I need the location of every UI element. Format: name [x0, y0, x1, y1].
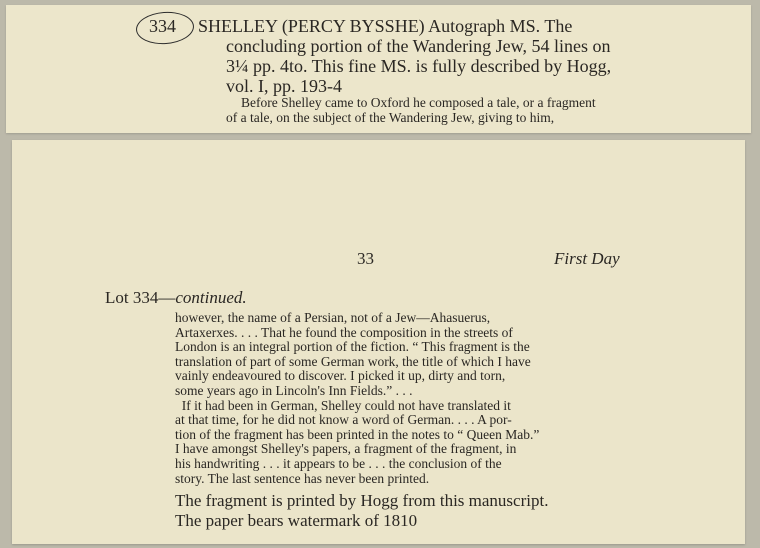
body-line-10: I have amongst Shelley's papers, a fragment of the fragment, in	[175, 441, 517, 457]
closing-line-2: The paper bears watermark of 1810	[175, 511, 418, 530]
body-line-1: however, the name of a Persian, not of a Jew—Ahasuerus,	[175, 310, 491, 325]
body-line-11: his handwriting . . . it appears to be . . . the conclusion of the	[175, 456, 502, 471]
lot-number: 334	[149, 16, 176, 36]
note-line-1: Before Shelley came to Oxford he composed a tale, or a fragment	[241, 95, 596, 110]
lot-label: Lot 334—	[105, 288, 176, 307]
header-line-3: 3¼ pp. 4to. This fine MS. is fully described by Hogg,	[226, 56, 612, 76]
body-line-3: London is an integral portion of the fiction. “ This fragment is the	[175, 339, 530, 355]
header-line-4: vol. I, pp. 193-4	[226, 76, 342, 96]
body-line-8: at that time, for he did not know a word of German. . . . A por-	[175, 412, 512, 428]
body-line-9: tion of the fragment has been printed in the notes to “ Queen Mab.”	[175, 426, 540, 442]
page-number: 33	[357, 249, 374, 268]
closing-line-1: The fragment is printed by Hogg from this manuscript.	[175, 491, 549, 510]
body-line-4: translation of part of some German work, the title of which I have	[175, 353, 531, 369]
body-line-6: some years ago in Lincoln's Inn Fields.” . . .	[175, 383, 413, 398]
note-line-2: of a tale, on the subject of the Wandering Jew, giving to him,	[226, 110, 555, 125]
body-line-12: story. The last sentence has never been printed.	[175, 470, 430, 486]
lot-continued: continued.	[175, 288, 247, 307]
running-head: First Day	[554, 249, 620, 268]
lot-heading	[105, 288, 247, 307]
header-line-1: SHELLEY (PERCY BYSSHE) Autograph MS. The	[198, 16, 573, 36]
body-line-2: Artaxerxes. . . . That he found the composition in the streets of	[175, 324, 513, 340]
body-line-5: vainly endeavoured to discover. I picked it up, dirty and torn,	[175, 368, 506, 384]
body-line-7: If it had been in German, Shelley could not have translated it	[175, 397, 511, 413]
header-line-2: concluding portion of the Wandering Jew, 54 lines on	[226, 36, 611, 56]
